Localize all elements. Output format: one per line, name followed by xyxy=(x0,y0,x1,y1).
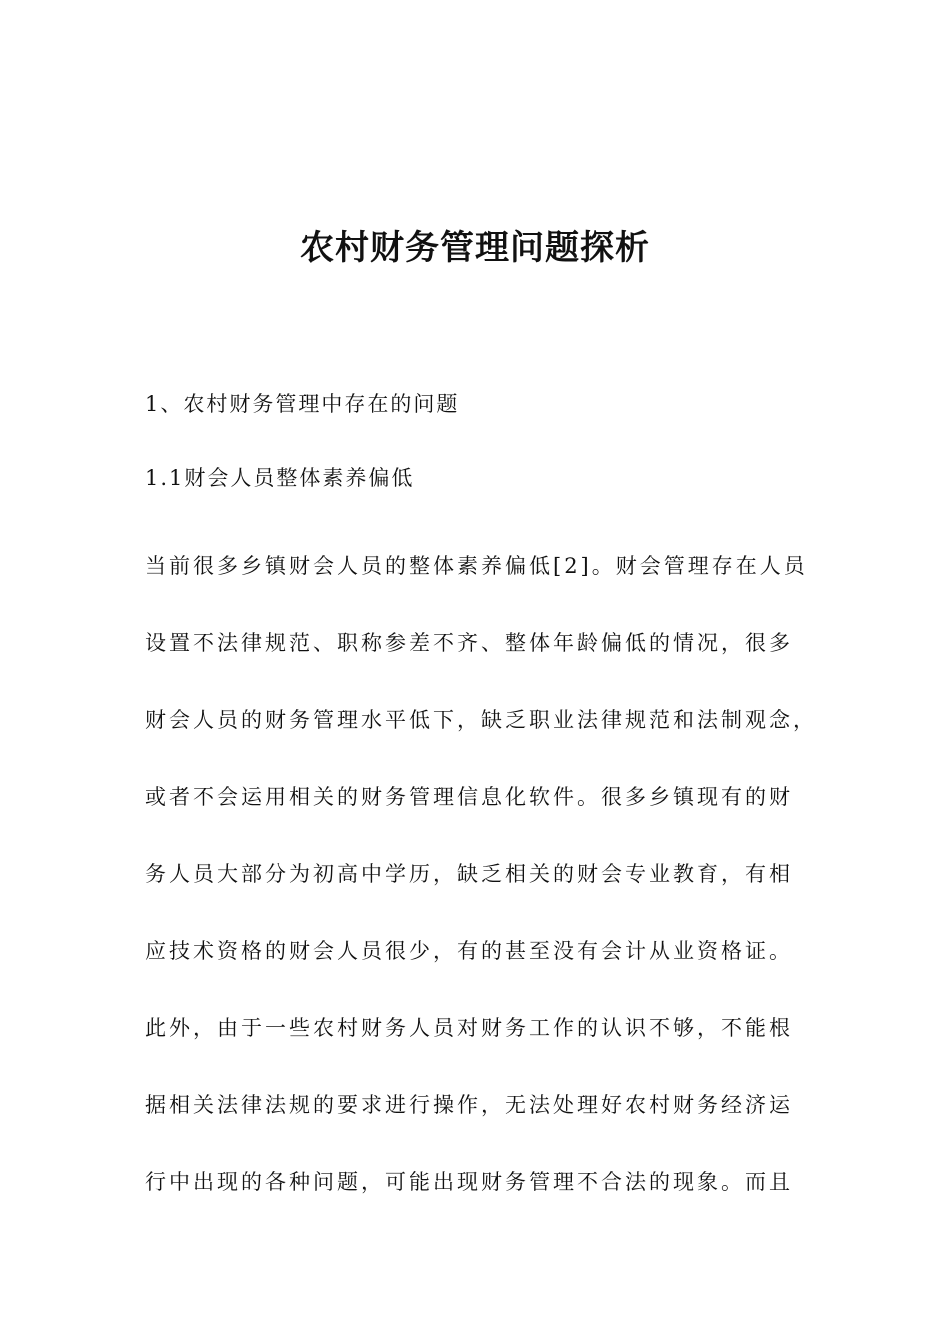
paragraph-line: 设置不法律规范、职称参差不齐、整体年龄偏低的情况，很多 xyxy=(145,631,793,655)
paragraph-line: 行中出现的各种问题，可能出现财务管理不合法的现象。而且 xyxy=(145,1170,793,1194)
subsection-heading: 1.1财会人员整体素养偏低 xyxy=(145,466,415,490)
paragraph-line: 务人员大部分为初高中学历，缺乏相关的财会专业教育，有相 xyxy=(145,862,793,886)
paragraph-line: 或者不会运用相关的财务管理信息化软件。很多乡镇现有的财 xyxy=(145,785,793,809)
paragraph-line: 据相关法律法规的要求进行操作，无法处理好农村财务经济运 xyxy=(145,1093,793,1117)
paragraph-line: 财会人员的财务管理水平低下，缺乏职业法律规范和法制观念， xyxy=(145,708,817,732)
section-heading: 1、农村财务管理中存在的问题 xyxy=(145,392,460,416)
document-body xyxy=(145,382,835,1221)
paragraph-line: 此外，由于一些农村财务人员对财务工作的认识不够，不能根 xyxy=(145,1016,793,1040)
body-paragraph xyxy=(145,528,835,1221)
paragraph-line: 应技术资格的财会人员很少，有的甚至没有会计从业资格证。 xyxy=(145,939,793,963)
paragraph-line: 当前很多乡镇财会人员的整体素养偏低[2]。财会管理存在人员 xyxy=(145,554,808,578)
document-title: 农村财务管理问题探析 xyxy=(300,228,650,268)
